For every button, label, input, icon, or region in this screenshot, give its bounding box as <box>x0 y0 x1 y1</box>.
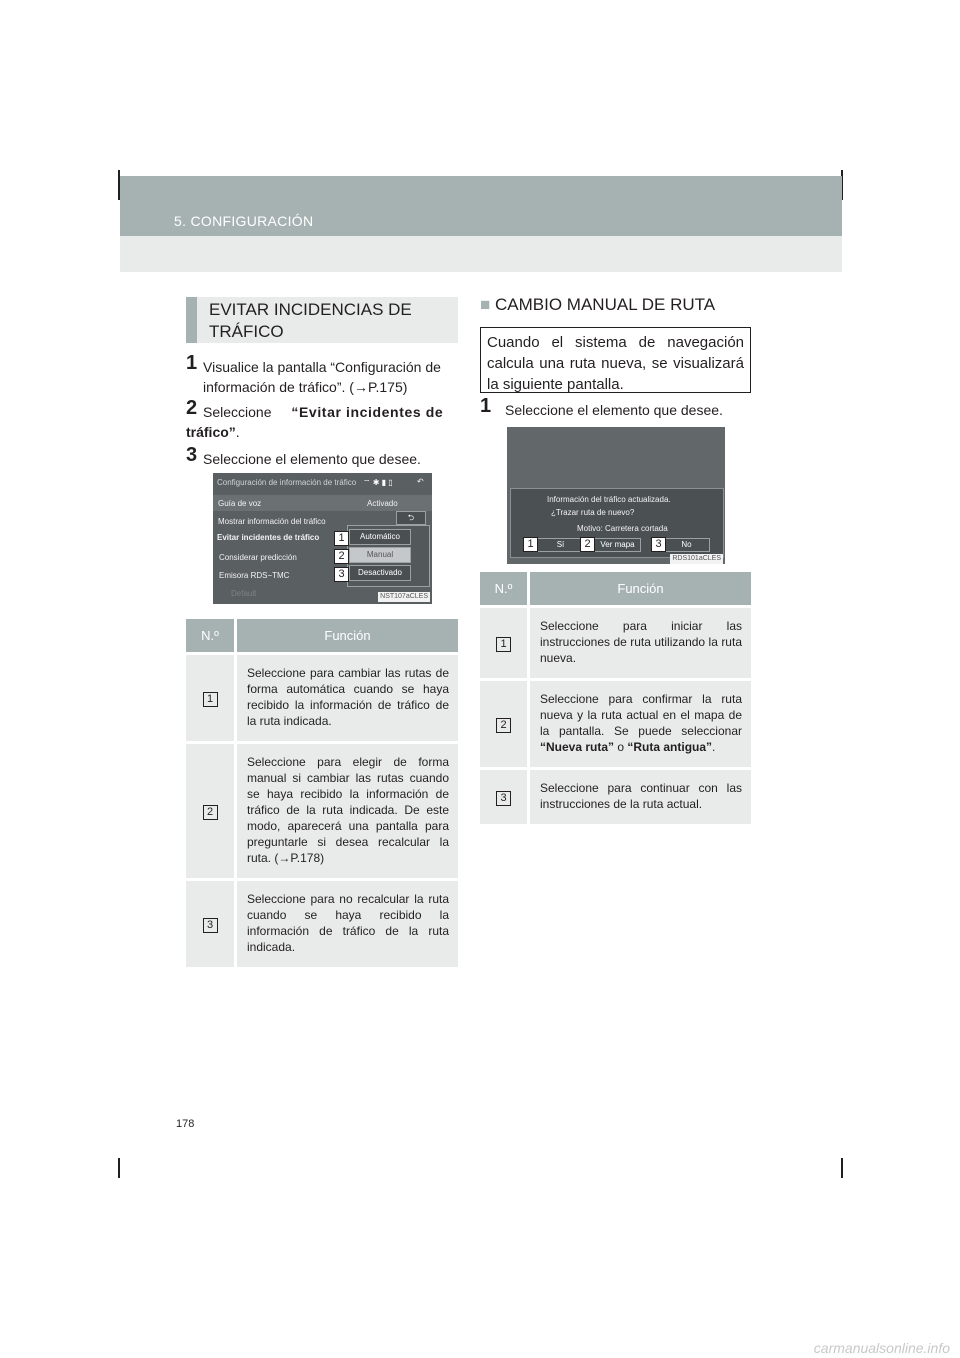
section-heading-box <box>186 297 458 343</box>
table-row <box>480 607 751 680</box>
crop-mark <box>118 1158 120 1178</box>
step-text-bold2: tráfico” <box>186 424 236 440</box>
col-header-number: N.º <box>480 572 529 607</box>
step-2 <box>186 397 461 442</box>
row-function-mid: o <box>614 740 628 754</box>
dialog-button-yes: Sí <box>537 538 584 552</box>
status-icons: ⌔ ✱ ▮ ▯ <box>363 478 393 487</box>
dialog-line1: Información del tráfico actualizada. <box>547 495 671 504</box>
col-header-number: N.º <box>186 619 236 654</box>
row-avoid-incidents: Evitar incidentes de tráfico <box>217 533 320 542</box>
step-number: 1 <box>480 395 492 417</box>
row-function: Seleccione para iniciar las instrucciones de ruta utilizando la ruta nueva. <box>529 607 752 680</box>
row-number-cell <box>186 743 236 880</box>
right-step-1 <box>480 395 755 420</box>
step-text-post: . <box>235 424 240 440</box>
dialog-line2: ¿Trazar ruta de nuevo? <box>551 508 635 517</box>
step-text-line2 <box>186 422 240 442</box>
row-number: 2 <box>203 805 218 820</box>
watermark: carmanualsonline.info <box>813 1340 950 1356</box>
row-function-pre: Seleccione para confirmar la ruta nueva y la ruta actual en el mapa de la pantalla. Se puede seleccionar <box>540 692 742 738</box>
back-button: ⮌ <box>396 511 426 525</box>
row-default: Default <box>231 589 257 598</box>
row-voice-guide: Guía de voz <box>218 499 262 508</box>
option-automatic: Automático <box>349 529 411 545</box>
col-header-function: Función <box>236 619 459 654</box>
row-rds-tmc: Emisora RDS−TMC <box>219 571 290 580</box>
step-text-bold: “Evitar incidentes de <box>291 404 444 420</box>
row-number: 1 <box>203 692 218 707</box>
row-function-post: . <box>712 740 716 754</box>
row-function-bold1: “Nueva ruta” <box>540 740 615 754</box>
screen-title: Configuración de información de tráfico <box>217 478 357 487</box>
step-number: 1 <box>186 352 198 374</box>
option-manual: Manual <box>349 547 411 563</box>
row-number-cell <box>186 654 236 743</box>
row-function <box>529 680 752 769</box>
table-row <box>186 743 458 880</box>
screenshot-traffic-settings <box>213 473 432 604</box>
row-number-cell <box>186 880 236 968</box>
step-number: 3 <box>186 444 198 466</box>
step-text: Seleccione el elemento que desee. <box>505 402 723 418</box>
step-text: Seleccione el elemento que desee. <box>203 451 421 467</box>
back-icon-top: ↶ <box>417 477 424 486</box>
function-table-left <box>186 619 458 967</box>
table-row <box>186 654 458 743</box>
col-header-function: Función <box>529 572 752 607</box>
row-number-cell <box>480 680 529 769</box>
table-row <box>480 769 751 825</box>
square-bullet: ■ <box>480 295 491 314</box>
table-row <box>480 680 751 769</box>
row-number: 1 <box>496 637 511 652</box>
subsection-title: CAMBIO MANUAL DE RUTA <box>495 295 716 314</box>
row-number-cell <box>480 607 529 680</box>
subsection-heading <box>480 295 715 315</box>
screenshot-reroute <box>507 427 725 564</box>
step-number: 2 <box>186 397 198 419</box>
step-3 <box>186 444 461 469</box>
function-table-right <box>480 572 751 824</box>
row-function: Seleccione para cambiar las rutas de forma automática cuando se haya recibido la información de tráfico de la ruta indicada. <box>236 654 459 743</box>
row-consider-prediction: Considerar predicción <box>219 553 297 562</box>
page-header <box>120 176 842 272</box>
dialog-button-no: No <box>663 538 710 552</box>
callout-1: 1 <box>334 531 349 546</box>
page-number: 178 <box>176 1118 195 1130</box>
callout-3: 3 <box>334 567 349 582</box>
callout-2: 2 <box>580 537 595 552</box>
figure-code: RDS101aCLES <box>672 555 721 562</box>
row-show-traffic: Mostrar información del tráfico <box>218 517 326 526</box>
crop-mark <box>841 1158 843 1178</box>
dialog-button-map: Ver mapa <box>594 538 641 552</box>
row-voice-guide-value: Activado <box>367 499 398 508</box>
note-box: Cuando el sistema de navegación calcula una ruta nueva, se visualizará la siguiente pantalla. <box>480 327 751 393</box>
row-function: Seleccione para no recalcular la ruta cuando se haya recibido la información de tráfico de la ruta indicada. <box>236 880 459 968</box>
row-function-bold2: “Ruta antigua” <box>627 740 713 754</box>
row-number: 2 <box>496 718 511 733</box>
step-text-line2: información de tráfico”. (→P.175) <box>203 379 408 395</box>
table-row <box>186 880 458 968</box>
callout-1: 1 <box>523 537 538 552</box>
step-text: Visualice la pantalla “Configuración de <box>203 359 441 375</box>
step-text <box>203 402 458 422</box>
dialog-line3: Motivo: Carretera cortada <box>577 524 668 533</box>
option-off: Desactivado <box>349 565 411 581</box>
row-function: Seleccione para elegir de forma manual si cambiar las rutas cuando se haya recibido la información de tráfico de la ruta indicada. De este modo, aparecerá una pantalla para preguntarle si desea recalcular la ruta. (→P.178) <box>236 743 459 880</box>
step-1 <box>186 352 461 397</box>
row-number-cell <box>480 769 529 825</box>
header-band <box>120 176 842 236</box>
row-number: 3 <box>203 918 218 933</box>
row-function: Seleccione para continuar con las instrucciones de la ruta actual. <box>529 769 752 825</box>
header-subband <box>120 236 842 272</box>
step-text-pre: Seleccione <box>203 404 276 420</box>
row-number: 3 <box>496 791 511 806</box>
section-title: 5. CONFIGURACIÓN <box>174 213 314 229</box>
callout-3: 3 <box>651 537 666 552</box>
callout-2: 2 <box>334 549 349 564</box>
figure-code: NST107aCLES <box>380 593 428 600</box>
section-heading: EVITAR INCIDENCIAS DE TRÁFICO <box>209 300 412 341</box>
